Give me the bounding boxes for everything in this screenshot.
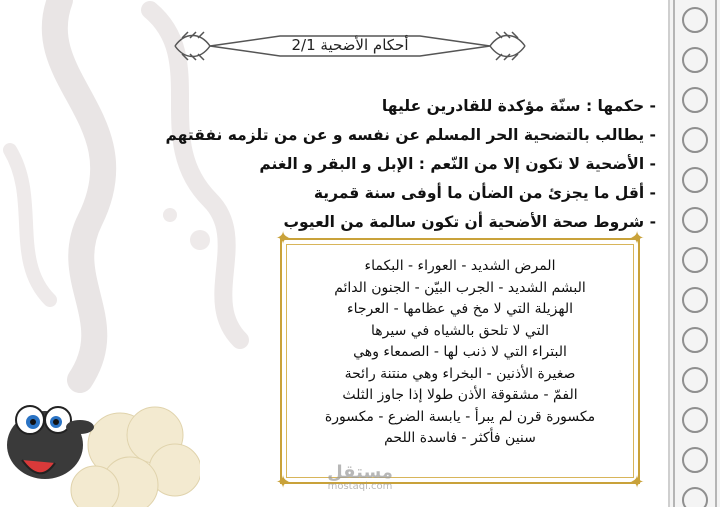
- rules-list: [96, 92, 656, 237]
- list-item: - الأضحية لا تكون إلا من النّعم : الإبل و البقر و الغنم: [259, 155, 656, 173]
- list-item: - يطالب بالتضحية الحر المسلم عن نفسه و عن من تلزمه نفقتهم: [165, 126, 656, 144]
- watermark: [300, 462, 420, 492]
- list-item: الهزيلة التي لا مخ في عظامها - العرجاء: [347, 301, 573, 317]
- list-item: صغيرة الأذنين - البخراء وهي منتنة رائحة: [344, 365, 576, 382]
- watermark-url: mostaqi.com: [327, 481, 393, 492]
- watermark-logo: مستقل: [327, 462, 393, 483]
- corner-flourish-icon: ✦: [275, 472, 291, 493]
- title-ribbon: [170, 24, 530, 68]
- ornamental-border: [668, 0, 720, 507]
- corner-flourish-icon: ✦: [275, 228, 291, 249]
- page-title: أحكام الأضحية 2/1: [291, 36, 409, 54]
- list-item: البتراء التي لا ذنب لها - الصمعاء وهي: [353, 344, 567, 360]
- defects-list: [294, 256, 626, 450]
- corner-flourish-icon: ✦: [629, 472, 645, 493]
- list-item: المرض الشديد - العوراء - البكماء: [364, 258, 556, 274]
- list-item: - أقل ما يجزئ من الضأن ما أوفى سنة قمرية: [313, 184, 656, 202]
- list-item: البشم الشديد - الجرب البيّن - الجنون الدائم: [334, 279, 586, 296]
- list-item: مكسورة قرن لم يبرأ - يابسة الضرع - مكسورة: [324, 408, 596, 425]
- list-item: - حكمها : سنّة مؤكدة للقادرين عليها: [381, 97, 656, 115]
- list-item: التي لا تلحق بالشياه في سيرها: [371, 322, 549, 339]
- list-item: - شروط صحة الأضحية أن تكون سالمة من العيوب: [283, 213, 656, 231]
- sheep-illustration: [0, 375, 200, 507]
- ornament-pattern-icon: [670, 0, 720, 507]
- corner-flourish-icon: ✦: [629, 228, 645, 249]
- list-item: سنين فأكثر - فاسدة اللحم: [384, 430, 536, 446]
- list-item: الفمّ - مشقوقة الأذن طولا إذا جاوز الثلث: [342, 387, 578, 403]
